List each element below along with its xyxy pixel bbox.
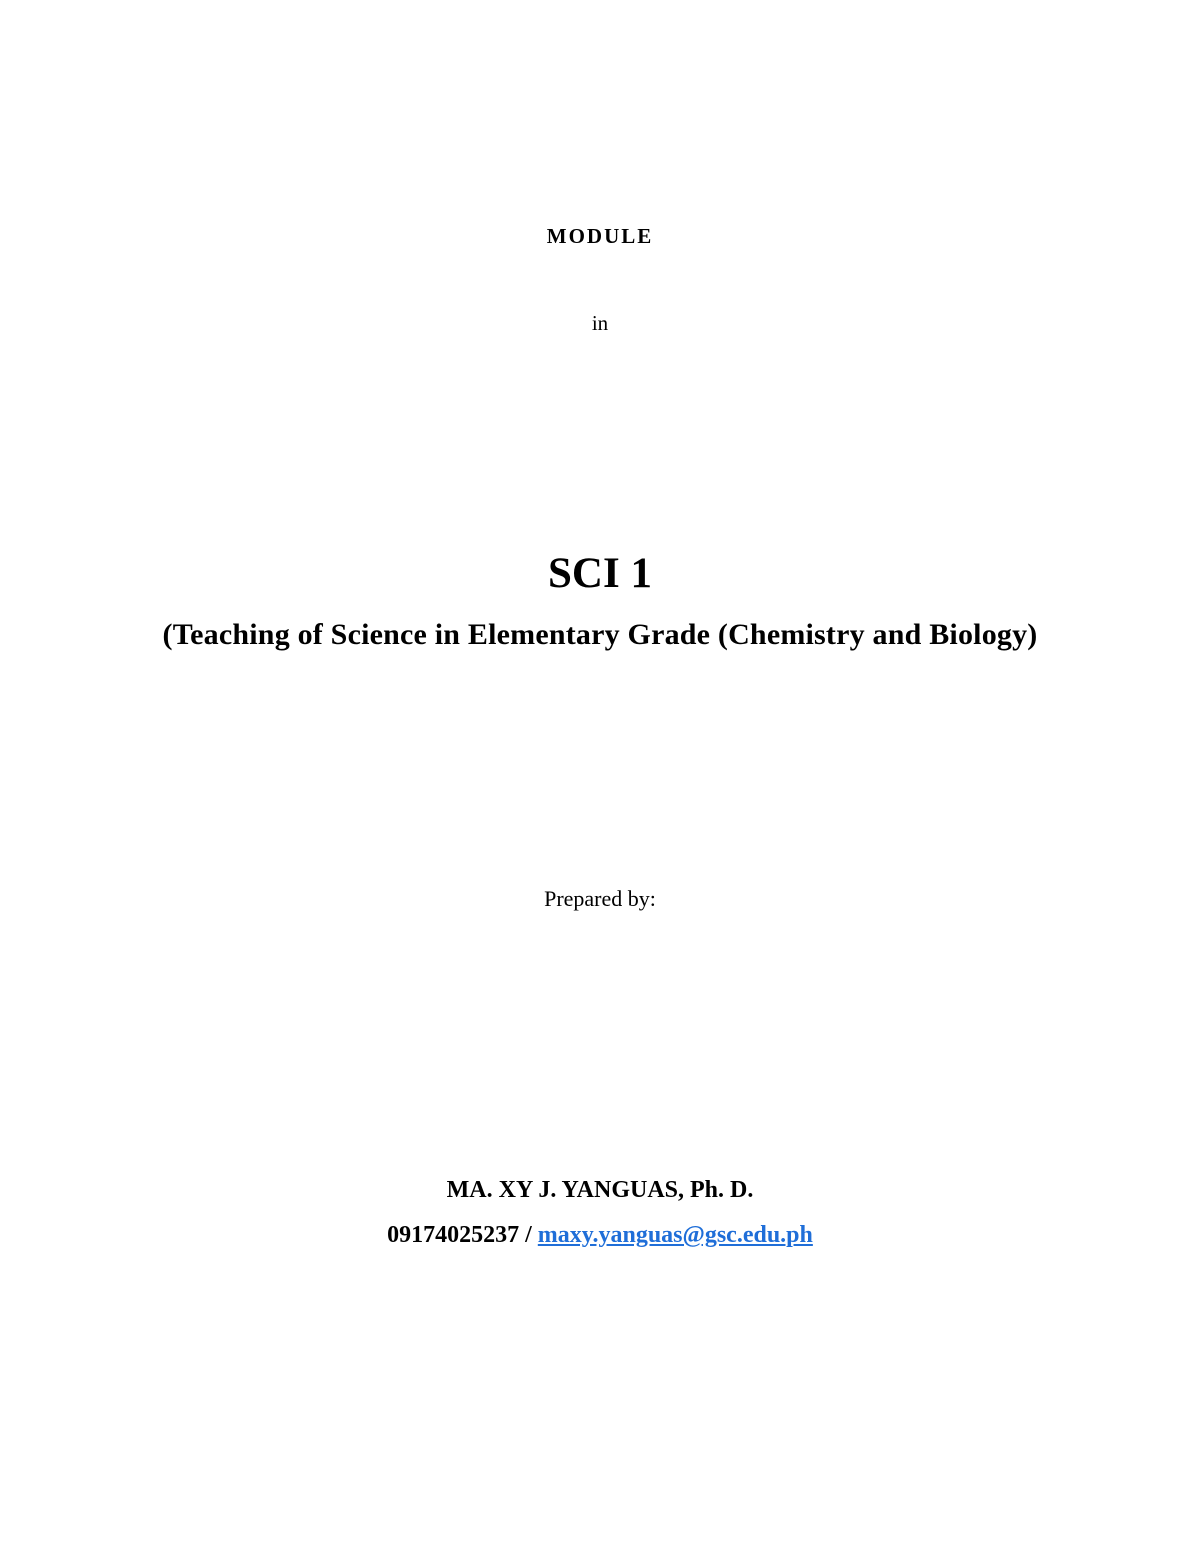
author-name: MA. XY J. YANGUAS, Ph. D. <box>446 1177 754 1203</box>
prepared-by-label: Prepared by: <box>544 886 656 911</box>
module-heading: MODULE <box>546 224 654 248</box>
contact-line <box>0 1222 1200 1249</box>
course-title-subtitle: (Teaching of Science in Elementary Grade (Chemistry and Biology) <box>162 618 1038 651</box>
contact-phone: 09174025237 / <box>387 1222 538 1248</box>
preposition-text: in <box>591 311 609 335</box>
course-code-title: SCI 1 <box>548 550 652 597</box>
email-link[interactable]: maxy.yanguas@gsc.edu.ph <box>537 1222 813 1248</box>
